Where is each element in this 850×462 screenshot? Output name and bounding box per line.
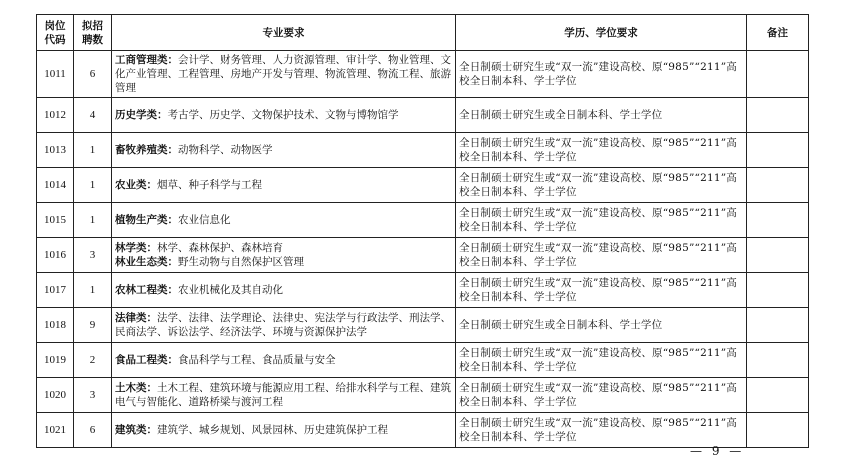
major-group — [115, 382, 451, 408]
cell-major — [112, 168, 456, 203]
cell-hire-count: 4 — [74, 98, 112, 133]
header-hire-count — [74, 15, 112, 51]
table-row — [37, 308, 809, 343]
table-row — [37, 51, 809, 98]
cell-position-code: 1013 — [37, 133, 74, 168]
cell-note — [747, 273, 809, 308]
cell-note — [747, 413, 809, 448]
cell-note — [747, 168, 809, 203]
cell-degree-requirement: 全日制硕士研究生或“双一流”建设高校、原“985”“211”高校全日制本科、学士学位 — [456, 51, 747, 98]
major-group — [115, 255, 452, 269]
cell-position-code: 1016 — [37, 238, 74, 273]
cell-major — [112, 308, 456, 343]
header-code-line1: 岗位 — [44, 19, 66, 32]
major-list: 法学、法律、法学理论、法律史、宪法学与行政法学、刑法学、民商法学、诉讼法学、经济法学、环境与资源保护法学 — [115, 312, 451, 338]
header-count-line1: 拟招 — [82, 19, 103, 32]
major-list: 会计学、财务管理、人力资源管理、审计学、物业管理、文化产业管理、工程管理、房地产开发与管理、物流管理、物流工程、旅游管理 — [115, 54, 451, 94]
header-count-line2: 聘数 — [82, 33, 103, 46]
major-group — [115, 214, 231, 226]
cell-degree-requirement: 全日制硕士研究生或“双一流”建设高校、原“985”“211”高校全日制本科、学士学位 — [456, 378, 747, 413]
cell-degree-requirement: 全日制硕士研究生或“双一流”建设高校、原“985”“211”高校全日制本科、学士学位 — [456, 133, 747, 168]
page-number: — 9 — — [690, 444, 745, 458]
cell-note — [747, 378, 809, 413]
cell-major — [112, 413, 456, 448]
cell-note — [747, 308, 809, 343]
major-category: 建筑类： — [115, 424, 157, 436]
table-row — [37, 133, 809, 168]
table-row — [37, 378, 809, 413]
major-list: 野生动物与自然保护区管理 — [178, 256, 304, 268]
major-group — [115, 284, 283, 296]
cell-position-code: 1014 — [37, 168, 74, 203]
cell-hire-count: 1 — [74, 133, 112, 168]
cell-major — [112, 238, 456, 273]
major-group — [115, 54, 451, 94]
major-category: 林业生态类： — [115, 256, 178, 268]
cell-hire-count: 3 — [74, 238, 112, 273]
cell-major — [112, 51, 456, 98]
table-row — [37, 168, 809, 203]
major-list: 建筑学、城乡规划、风景园林、历史建筑保护工程 — [157, 424, 388, 436]
cell-position-code: 1019 — [37, 343, 74, 378]
cell-position-code: 1018 — [37, 308, 74, 343]
header-note: 备注 — [747, 15, 809, 51]
cell-note — [747, 133, 809, 168]
cell-degree-requirement: 全日制硕士研究生或全日制本科、学士学位 — [456, 98, 747, 133]
major-group — [115, 312, 451, 338]
table-row — [37, 238, 809, 273]
major-category: 法律类： — [115, 312, 157, 324]
cell-degree-requirement: 全日制硕士研究生或“双一流”建设高校、原“985”“211”高校全日制本科、学士学位 — [456, 203, 747, 238]
cell-degree-requirement: 全日制硕士研究生或“双一流”建设高校、原“985”“211”高校全日制本科、学士学位 — [456, 273, 747, 308]
recruitment-table — [36, 14, 809, 448]
cell-major — [112, 343, 456, 378]
cell-hire-count: 6 — [74, 51, 112, 98]
cell-hire-count: 3 — [74, 378, 112, 413]
cell-hire-count: 9 — [74, 308, 112, 343]
major-category: 农业类： — [115, 179, 157, 191]
table-row — [37, 343, 809, 378]
major-category: 历史学类： — [115, 109, 168, 121]
major-category: 食品工程类： — [115, 354, 178, 366]
cell-position-code: 1015 — [37, 203, 74, 238]
major-category: 植物生产类： — [115, 214, 178, 226]
major-group — [115, 179, 262, 191]
table-row — [37, 98, 809, 133]
major-category: 农林工程类： — [115, 284, 178, 296]
cell-hire-count: 1 — [74, 168, 112, 203]
cell-degree-requirement: 全日制硕士研究生或全日制本科、学士学位 — [456, 308, 747, 343]
major-group — [115, 144, 273, 156]
major-category: 工商管理类： — [115, 54, 178, 66]
cell-hire-count: 2 — [74, 343, 112, 378]
table-row — [37, 413, 809, 448]
cell-major — [112, 273, 456, 308]
major-list: 动物科学、动物医学 — [178, 144, 273, 156]
header-major: 专业要求 — [112, 15, 456, 51]
major-list: 土木工程、建筑环境与能源应用工程、给排水科学与工程、建筑电气与智能化、道路桥梁与渡河工程 — [115, 382, 451, 408]
cell-hire-count: 6 — [74, 413, 112, 448]
major-group — [115, 424, 388, 436]
cell-position-code: 1021 — [37, 413, 74, 448]
header-position-code — [37, 15, 74, 51]
cell-note — [747, 343, 809, 378]
cell-position-code: 1017 — [37, 273, 74, 308]
cell-hire-count: 1 — [74, 203, 112, 238]
major-group — [115, 354, 336, 366]
cell-degree-requirement: 全日制硕士研究生或“双一流”建设高校、原“985”“211”高校全日制本科、学士学位 — [456, 343, 747, 378]
cell-degree-requirement: 全日制硕士研究生或“双一流”建设高校、原“985”“211”高校全日制本科、学士学位 — [456, 168, 747, 203]
table-header-row — [37, 15, 809, 51]
cell-position-code: 1012 — [37, 98, 74, 133]
cell-note — [747, 98, 809, 133]
major-category: 畜牧养殖类： — [115, 144, 178, 156]
cell-note — [747, 238, 809, 273]
header-degree: 学历、学位要求 — [456, 15, 747, 51]
cell-note — [747, 203, 809, 238]
table-row — [37, 273, 809, 308]
major-group — [115, 241, 452, 255]
table-row — [37, 203, 809, 238]
cell-major — [112, 203, 456, 238]
major-list: 林学、森林保护、森林培育 — [157, 242, 283, 254]
cell-note — [747, 51, 809, 98]
major-list: 考古学、历史学、文物保护技术、文物与博物馆学 — [167, 109, 399, 121]
major-list: 食品科学与工程、食品质量与安全 — [178, 354, 336, 366]
cell-major — [112, 98, 456, 133]
cell-hire-count: 1 — [74, 273, 112, 308]
major-list: 农业信息化 — [178, 214, 231, 226]
major-category: 林学类： — [115, 242, 157, 254]
major-category: 土木类： — [115, 382, 157, 394]
cell-major — [112, 133, 456, 168]
cell-degree-requirement: 全日制硕士研究生或“双一流”建设高校、原“985”“211”高校全日制本科、学士学位 — [456, 413, 747, 448]
header-code-line2: 代码 — [44, 33, 66, 46]
major-group — [115, 109, 399, 121]
cell-position-code: 1011 — [37, 51, 74, 98]
major-list: 农业机械化及其自动化 — [178, 284, 283, 296]
cell-position-code: 1020 — [37, 378, 74, 413]
major-list: 烟草、种子科学与工程 — [157, 179, 262, 191]
cell-major — [112, 378, 456, 413]
cell-degree-requirement: 全日制硕士研究生或“双一流”建设高校、原“985”“211”高校全日制本科、学士学位 — [456, 238, 747, 273]
